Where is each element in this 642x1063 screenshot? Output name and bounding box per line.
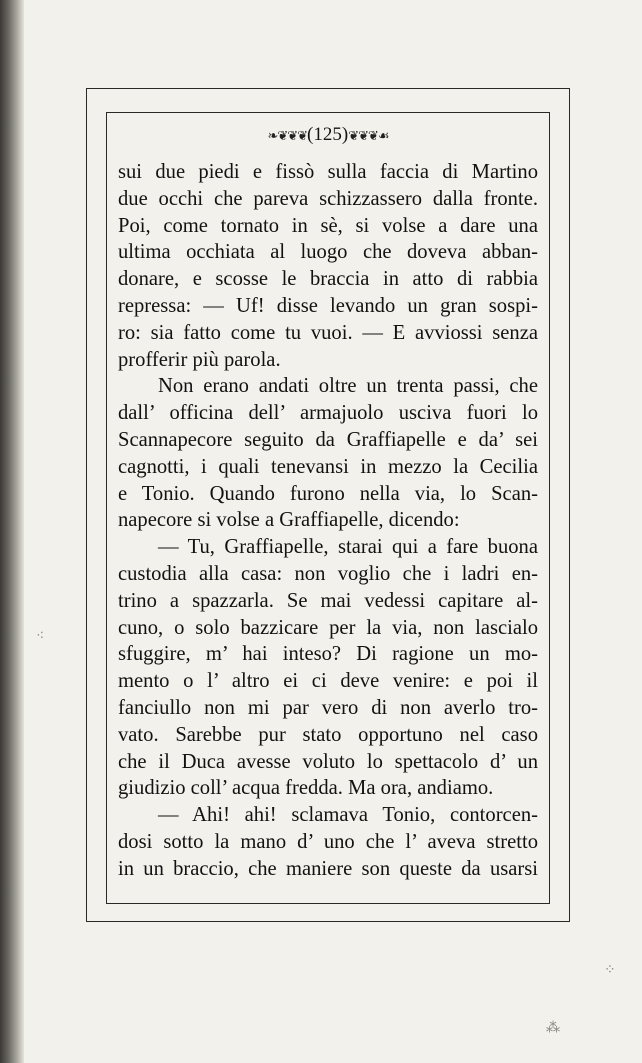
ink-speck: ⁂ [546,1020,560,1036]
text-line: Scannapecore seguito da Graffiapelle e da’ sei [118,428,538,451]
text-line: cagnotti, i quali tenevansi in mezzo la Cecilia [118,455,538,478]
text-line: — Tu, Graffiapelle, starai qui a fare buona [158,536,538,559]
text-line: Non erano andati oltre un trenta passi, che [158,375,538,398]
ink-speck: ⁖ [36,628,45,644]
text-line: mento o l’ altro ei ci deve venire: e poi il [118,670,538,693]
page-header: ❧❦❦❦(125)❦❦❦☙ [267,124,389,145]
text-line: fanciullo non mi par vero di non averlo tro- [118,696,538,719]
text-line: cuno, o solo bazzicare per la via, non lascialo [118,616,538,639]
text-line: e Tonio. Quando furono nella via, lo Scan- [118,482,538,505]
text-line: trino a spazzarla. Se mai vedessi capitare al- [118,589,538,612]
text-line: sui due piedi e fissò sulla faccia di Martino [118,161,538,183]
text-line: giudizio coll’ acqua fredda. Ma ora, andiamo. [118,777,494,800]
text-line: ultima occhiata al luogo che doveva abban- [118,241,538,264]
text-line: — Ahi! ahi! sclamava Tonio, contorcen- [158,804,538,827]
text-line: profferir più parola. [118,348,281,371]
ornament-right-icon: ❦❦❦☙ [348,128,389,143]
text-line: in un braccio, che maniere son queste da usarsi [118,857,538,880]
text-line: vato. Sarebbe pur stato opportuno nel caso [118,723,538,746]
text-line: napecore si volse a Graffiapelle, dicendo: [118,509,460,532]
text-line: sfuggire, m’ hai inteso? Di ragione un mo- [118,643,538,666]
text-line: dosi sotto la mano d’ uno che l’ aveva stretto [118,830,538,853]
text-line: ro: sia fatto come tu vuoi. — E avviossi senza [118,321,538,344]
text-line: due occhi che pareva schizzassero dalla fronte. [118,187,538,210]
text-line: dall’ officina dell’ armajuolo usciva fuori lo [118,402,538,425]
text-line: Poi, come tornato in sè, si volse a dare una [118,214,538,237]
page-number: 125 [313,124,342,145]
ornament-left-icon: ❧❦❦❦ [267,128,308,143]
text-line: donare, e scosse le braccia in atto di rabbia [118,268,538,291]
book-spine-shadow [0,0,24,1063]
body-text [118,159,538,883]
ink-speck: ⁘ [604,962,616,978]
text-line: custodia alla casa: non voglio che i ladri en- [118,562,538,585]
text-line: repressa: — Uf! disse levando un gran sospi- [118,294,538,317]
text-line: che il Duca avesse voluto lo spettacolo d’ un [118,750,538,773]
